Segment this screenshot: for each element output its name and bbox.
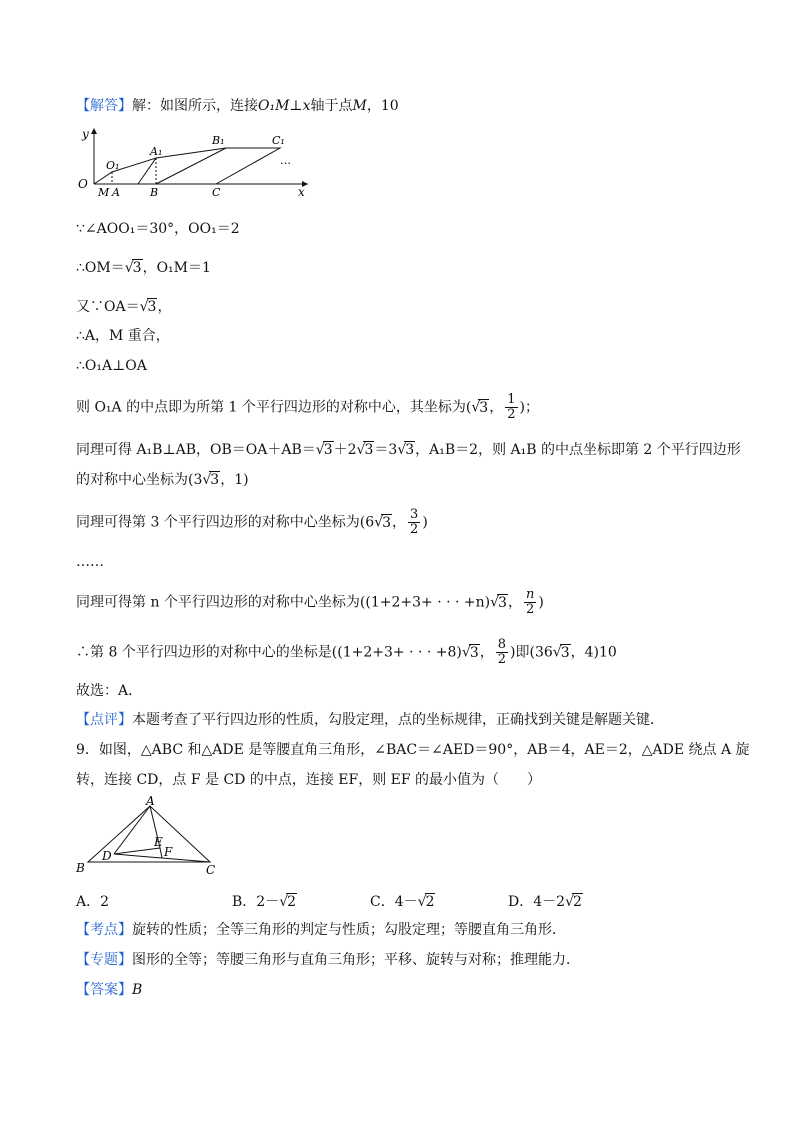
choice-b[interactable]: B．2－√2 [232, 894, 297, 910]
fig1-label-m: M [98, 186, 110, 199]
answer-tag: 【答案】 [76, 982, 132, 998]
fig1-label-c: C [212, 186, 221, 199]
comment-line: 【点评】本题考查了平行四边形的性质，勾股定理，点的坐标规律，正确找到关键是解题关键． [76, 712, 664, 728]
fig1-label-o1: O₁ [106, 159, 120, 172]
comment-tag: 【点评】 [76, 712, 132, 728]
line-second-a: 同理可得 A₁B⊥AB，OB＝OA＋AB＝√3＋2√3＝3√3，A₁B＝2，则 A₁B 的中点坐标即第 2 个平行四边形 [76, 442, 741, 458]
fig1-label-y: y [82, 127, 89, 141]
knowledge-tag: 【考点】 [76, 922, 132, 938]
choice-a[interactable]: A．2 [76, 894, 110, 910]
fig2-label-b: B [76, 861, 85, 875]
line-third: 同理可得第 3 个平行四边形的对称中心坐标为(6√3， $\frac{3}{2}$ ) [76, 507, 428, 537]
fig2-label-e: E [154, 835, 163, 849]
fig1-label-x: x [298, 185, 305, 199]
fig2-label-d: D [102, 849, 112, 863]
triangle-figure [74, 796, 224, 880]
choice-c[interactable]: C．4－√2 [370, 894, 435, 910]
topic-tag: 【专题】 [76, 952, 132, 968]
question-9-line2: 转，连接 CD，点 F 是 CD 的中点，连接 EF，则 EF 的最小值为（ ） [76, 772, 542, 788]
line-oa: 又∵OA＝√3， [76, 299, 172, 315]
knowledge-point: 【考点】旋转的性质；全等三角形的判定与性质；勾股定理；等腰直角三角形． [76, 922, 566, 938]
fig2-label-f: F [164, 845, 173, 859]
fig1-label-o: O [78, 177, 88, 191]
topic: 【专题】图形的全等；等腰三角形与直角三角形；平移、旋转与对称；推理能力． [76, 952, 580, 968]
line-angle: ∵∠AOO₁＝30°，OO₁＝2 [76, 221, 240, 237]
fig1-label-b1: B₁ [212, 134, 225, 147]
line-nth: 同理可得第 n 个平行四边形的对称中心坐标为((1+2+3+ · · · +n)√3， $\frac{n}{2}$ ) [76, 587, 544, 617]
line-om: ∴OM＝√3，O₁M＝1 [76, 260, 211, 276]
line-ellipsis: …… [76, 554, 104, 570]
line-coincide: ∴A，M 重合， [76, 328, 170, 344]
fig1-label-c1: C₁ [272, 134, 285, 147]
fig1-label-ellipsis: … [280, 154, 291, 167]
fig1-label-a: A [112, 186, 120, 199]
fig2-label-a: A [146, 796, 155, 808]
line-choice: 故选：A． [76, 683, 143, 699]
choice-d[interactable]: D．4－2√2 [508, 894, 582, 910]
line-eighth: ∴第 8 个平行四边形的对称中心的坐标是((1+2+3+ · · · +8)√3， $\frac{8}{2}$ )即(36√3，4)10 [76, 637, 617, 667]
answer: 【答案】B [76, 982, 143, 998]
question-9-line1: 9．如图，△ABC 和△ADE 是等腰直角三角形，∠BAC＝∠AED＝90°，AB＝4，AE＝2，△ADE 绕点 A 旋 [76, 742, 750, 758]
solution-tag: 【解答】 [76, 98, 132, 114]
parallelogram-figure [76, 124, 316, 202]
line-first-center: 则 O₁A 的中点即为所第 1 个平行四边形的对称中心，其坐标为(√3， $\frac{1}{2}$ )； [76, 392, 539, 422]
fig2-label-c: C [206, 863, 216, 877]
solution-intro: 【解答】解：如图所示，连接O₁M⊥x轴于点M，10 [76, 98, 399, 114]
line-perp: ∴O₁A⊥OA [76, 358, 147, 374]
line-second-b: 的对称中心坐标为(3√3，1) [76, 472, 249, 488]
fig1-label-b: B [150, 186, 159, 199]
fig1-label-a1: A₁ [150, 145, 163, 158]
